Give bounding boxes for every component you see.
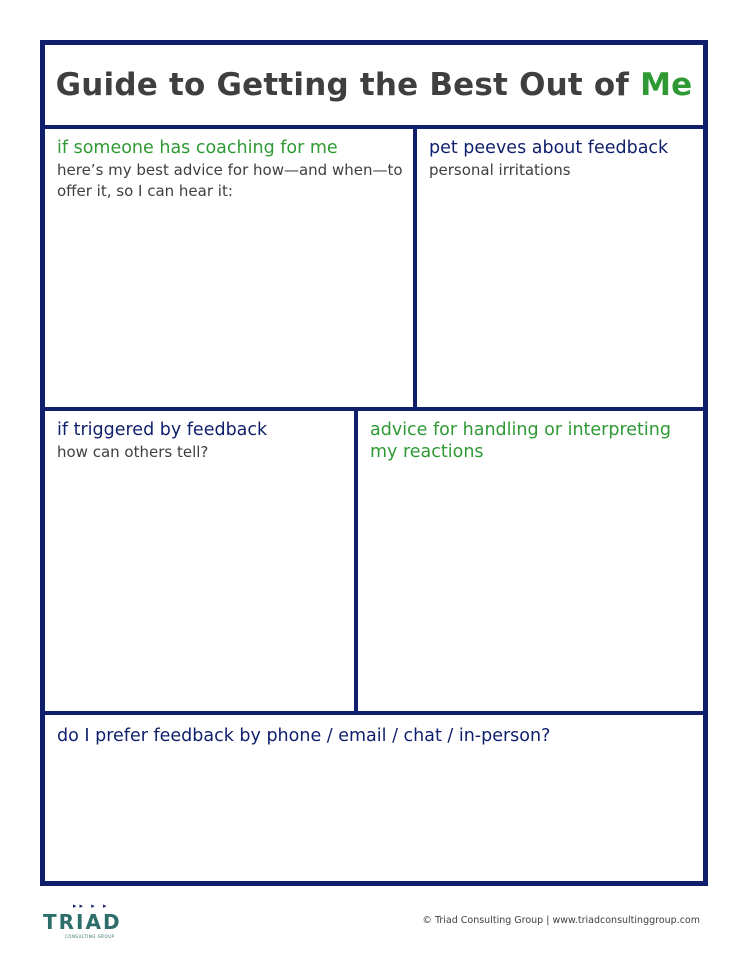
section-pet-peeves-subtext: personal irritations <box>429 161 571 179</box>
section-preference[interactable] <box>45 715 703 881</box>
section-pet-peeves[interactable] <box>417 129 703 407</box>
row-3 <box>45 715 703 881</box>
logo-arrows-icon: ▸▸ ▸ ▸ <box>73 902 110 910</box>
section-coaching[interactable] <box>45 129 417 407</box>
section-triggered-heading: if triggered by feedback <box>57 420 268 440</box>
section-triggered-subtext: how can others tell? <box>57 443 209 461</box>
page-title-main: Guide to Getting the Best Out of <box>55 67 641 103</box>
section-advice-heading: advice for handling or interpreting my reactions <box>370 420 671 462</box>
logo-wordmark: TRIAD <box>43 910 122 934</box>
section-coaching-heading: if someone has coaching for me <box>57 138 338 158</box>
title-bar <box>45 45 703 129</box>
logo-tagline: CONSULTING GROUP <box>65 934 115 939</box>
section-coaching-subtext: here’s my best advice for how—and when—to offer it, so I can hear it: <box>57 161 403 200</box>
section-pet-peeves-heading: pet peeves about feedback <box>429 138 669 158</box>
section-triggered[interactable] <box>45 411 358 711</box>
copyright-notice: © Triad Consulting Group | www.triadconsultinggroup.com <box>422 915 700 926</box>
section-preference-heading: do I prefer feedback by phone / email / chat / in-person? <box>57 726 551 746</box>
section-advice[interactable] <box>358 411 703 711</box>
page-title <box>56 67 693 103</box>
worksheet-frame <box>40 40 708 886</box>
row-1 <box>45 129 703 411</box>
triad-logo <box>43 902 123 942</box>
row-2 <box>45 411 703 715</box>
page-title-accent: Me <box>640 67 693 103</box>
